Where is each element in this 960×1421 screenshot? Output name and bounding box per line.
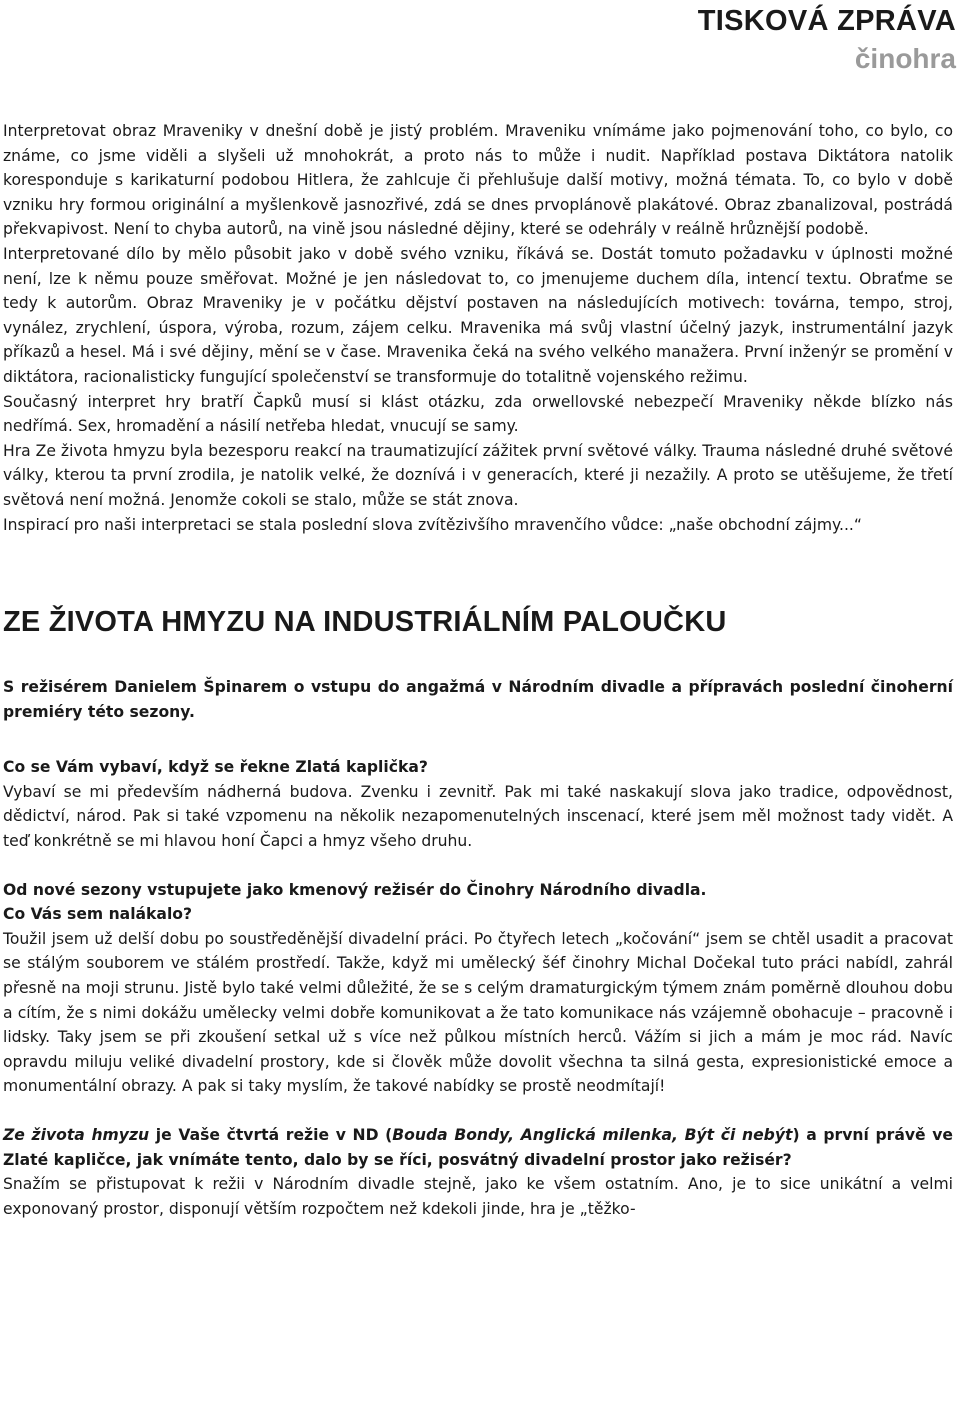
page-header	[698, 4, 956, 80]
interview-lead: S režisérem Danielem Špinarem o vstupu do angažmá v Národním divadle a přípravách poslední činoherní premiéry této sezony.	[3, 678, 953, 721]
answer-1: Vybaví se mi především nádherná budova. Zvenku i zevnitř. Pak mi také naskakují slova jako tradice, odpovědnost, dědictví, národ. Pak si také vzpomenu na několik nezapomenutelných inscenací, které jsem měl možnost tady vidět. A teď konkrétně se mi hlavou honí Čapci a hmyz všeho druhu.	[3, 782, 953, 851]
intro-paragraph-5: Inspirací pro naši interpretaci se stala poslední slova zvítězivšího mravenčího vůdce: „naše obchodní zájmy...“	[3, 515, 862, 534]
question-2-intro: Od nové sezony vstupujete jako kmenový režisér do Činohry Národního divadla.	[3, 880, 707, 899]
section-subtitle: činohra	[854, 43, 956, 74]
question-3-part: je Vaše čtvrtá režie v ND (	[149, 1126, 393, 1144]
press-release-title: TISKOVÁ ZPRÁVA	[697, 5, 956, 37]
intro-paragraph-4: Hra Ze života hmyzu byla bezesporu reakcí na traumatizující zážitek první světové války. Trauma následné druhé světové války, kterou ta první zrodila, je natolik velké, že doznívá i v generacích, které ji nezažily. A proto se utěšujeme, že třetí světová není možná. Jenomže cokoli se stalo, může se stát znova.	[3, 441, 953, 509]
play-title: Ze života hmyzu	[3, 1126, 150, 1144]
intro-paragraph-1: Interpretovat obraz Mraveniky v dnešní době je jistý problém. Mraveniku vnímáme jako pojmenování toho, co bylo, co známe, co jsme viděli a slyšeli už mnohokrát, a proto nás to může i nudit. Například postava Diktátora natolik koresponduje s karikaturní podobou Hitlera, že zahlcuje či přehlušuje další motivy, možná témata. To, co bylo v době vzniku hry formou originální a myšlenkově jasnozřivé, zdá se dnes prvoplánově plakátové. Obraz zbanalizoval, postrádá překvapivost. Není to chyba autorů, na vině jsou následné dějiny, které se odehrály v reálně hrůznější podobě.	[3, 122, 953, 239]
article-body	[3, 119, 953, 1221]
question-2: Co Vás sem nalákalo?	[3, 905, 193, 924]
previous-productions: Bouda Bondy, Anglická milenka, Být či nebýt	[392, 1126, 793, 1144]
intro-paragraph-2: Interpretované dílo by mělo působit jako v době svého vzniku, říkává se. Dostát tomuto požadavku v úplnosti možné není, lze k němu pouze směřovat. Možné je jen následovat to, co jmenujeme duchem díla, intencí textu. Obraťme se tedy k autorům. Obraz Mraveniky je v počátku dějství postaven na následujících motivech: továrna, tempo, stroj, vynález, zrychlení, úspora, výroba, rozum, zájem celku. Mravenika má svůj vlastní účelný jazyk, instrumentální jazyk příkazů a hesel. Má i své dějiny, mění se v čase. Mravenika čeká na svého velkého manažera. První inženýr se promění v diktátora, racionalisticky fungující společenství se transformuje do totalitně vojenského režimu.	[3, 244, 953, 386]
intro-paragraph-3: Současný interpret hry bratří Čapků musí si klást otázku, zda orwellovské nebezpečí Mraveniky někde blízko nás nedřímá. Sex, hromadění a násilí netřeba hledat, vnucují se samy.	[3, 392, 953, 436]
question-1: Co se Vám vybaví, když se řekne Zlatá kaplička?	[3, 758, 428, 777]
question-3	[3, 1123, 953, 1172]
question-3-rest: ) a první právě ve Zlaté kapličce, jak vnímáte tento, dalo by se říci, posvátný divadelní prostor jako režisér?	[3, 1126, 953, 1169]
answer-3: Snažím se přistupovat k režii v Národním divadle stejně, jako ke všem ostatním. Ano, je to sice unikátní a velmi exponovaný prostor, disponují větším rozpočtem než kdekoli jinde, hra je „těžko-	[3, 1175, 953, 1218]
interview-title: ZE ŽIVOTA HMYZU NA INDUSTRIÁLNÍM PALOUČKU	[3, 606, 727, 639]
answer-2: Toužil jsem už delší dobu po soustředěnější divadelní práci. Po čtyřech letech „kočování“ jsem se chtěl usadit a pracovat se stálým souborem ve stálém prostředí. Takže, když mi umělecký šéf činohry Michal Dočekal tuto práci nabídl, zahrál přesně na moji strunu. Jistě bylo také velmi důležité, že se s celým dramaturgickým týmem znám poměrně dlouhou dobu a cítím, že s nimi dokážu umělecky velmi dobře komunikovat a že tato komunikace nás vzájemně obohacuje – pracovně i lidsky. Taky jsem se při zkoušení setkal už s více než půlkou místních herců. Vážím si jich a mám je moc rád. Navíc opravdu miluju veliké divadelní prostory, kde si člověk může dovolit všechna ta silná gesta, expresionistické emoce a monumentální obrazy. A pak si taky myslím, že takové nabídky se prostě neodmítají!	[3, 929, 953, 1096]
